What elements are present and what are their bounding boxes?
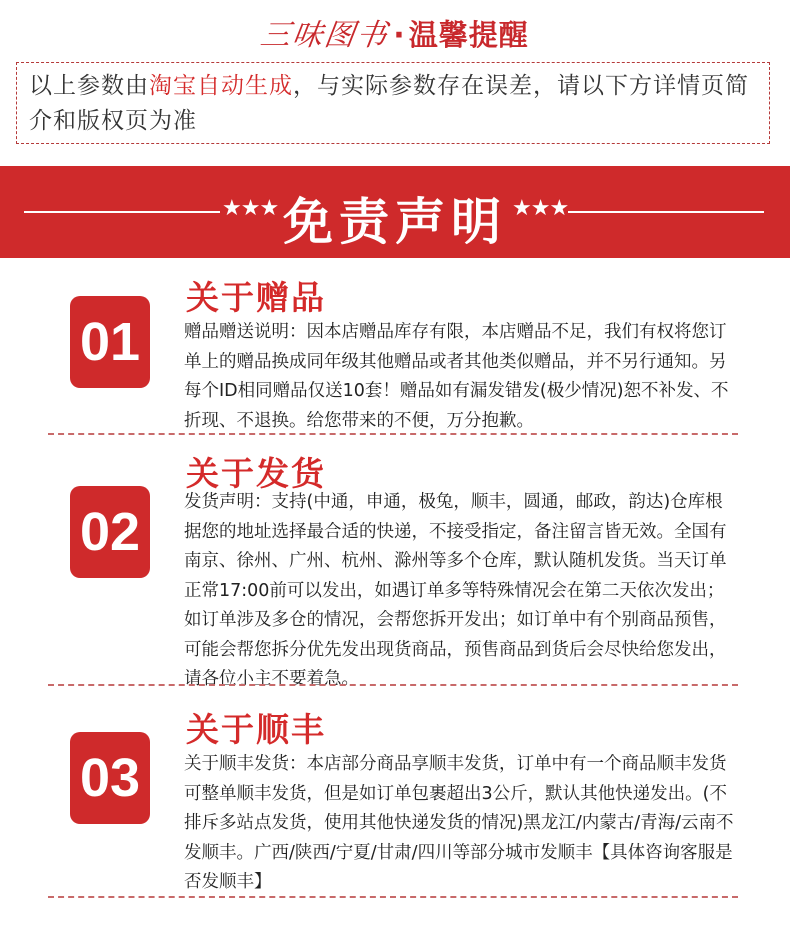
- header-title: 温馨提醒: [408, 18, 529, 52]
- section-title: 关于顺丰: [186, 710, 326, 749]
- banner-title: 免责声明: [283, 193, 507, 251]
- brand-logo: 三味图书: [258, 18, 392, 53]
- section-number-badge: 01: [70, 296, 150, 388]
- disclaimer-banner: [0, 166, 790, 258]
- brand-separator: ·: [393, 18, 405, 53]
- stars-right-icon: ★★★: [512, 196, 569, 221]
- section-body: 关于顺丰发货：本店部分商品享顺丰发货，订单中有一个商品顺丰发货可整单顺丰发货，但是如订单包裹超出3公斤，默认其他快递发出。(不排斥多站点发货，使用其他快递发货的情况)黑龙江/内蒙古/青海/云南不发顺丰。广西/陕西/宁夏/甘肃/四川等部分城市发顺丰【具体咨询客服是否发顺丰】: [184, 754, 734, 892]
- notice-suffix: ，与实际参数存在误差，请以下方详情页简介和版权页为准: [29, 73, 749, 134]
- notice-prefix: 以上参数由: [29, 73, 149, 99]
- header: [0, 0, 790, 52]
- brand-line: [0, 10, 790, 54]
- section-divider: [48, 684, 738, 686]
- notice-box: [16, 62, 770, 144]
- section-divider: [48, 896, 738, 898]
- notice-highlight: 淘宝自动生成: [149, 73, 293, 99]
- section-title: 关于发货: [186, 454, 326, 493]
- section-divider: [48, 433, 738, 435]
- section-title: 关于赠品: [186, 278, 326, 317]
- banner-rule-right: [568, 211, 764, 213]
- section-body: 发货声明：支持(中通，申通，极兔，顺丰，圆通，邮政，韵达)仓库根据您的地址选择最合适的快递，不接受指定，备注留言皆无效。全国有南京、徐州、广州、杭州、滁州等多个仓库，默认随机发货。当天订单正常17:00前可以发出，如遇订单多等特殊情况会在第二天依次发出；如订单涉及多仓的情况，会帮您拆开发出；如订单中有个别商品预售，可能会帮您拆分优先发出现货商品，预售商品到货后会尽快给您发出，请各位小主不要着急。: [184, 492, 727, 689]
- stars-left-icon: ★★★: [222, 196, 279, 221]
- section-number-badge: 03: [70, 732, 150, 824]
- section-number-badge: 02: [70, 486, 150, 578]
- section-body: 赠品赠送说明：因本店赠品库存有限，本店赠品不足，我们有权将您订单上的赠品换成同年级其他赠品或者其他类似赠品，并不另行通知。另每个ID相同赠品仅送10套！赠品如有漏发错发(极少情况)恕不补发、不折现、不退换。给您带来的不便，万分抱歉。: [184, 322, 729, 431]
